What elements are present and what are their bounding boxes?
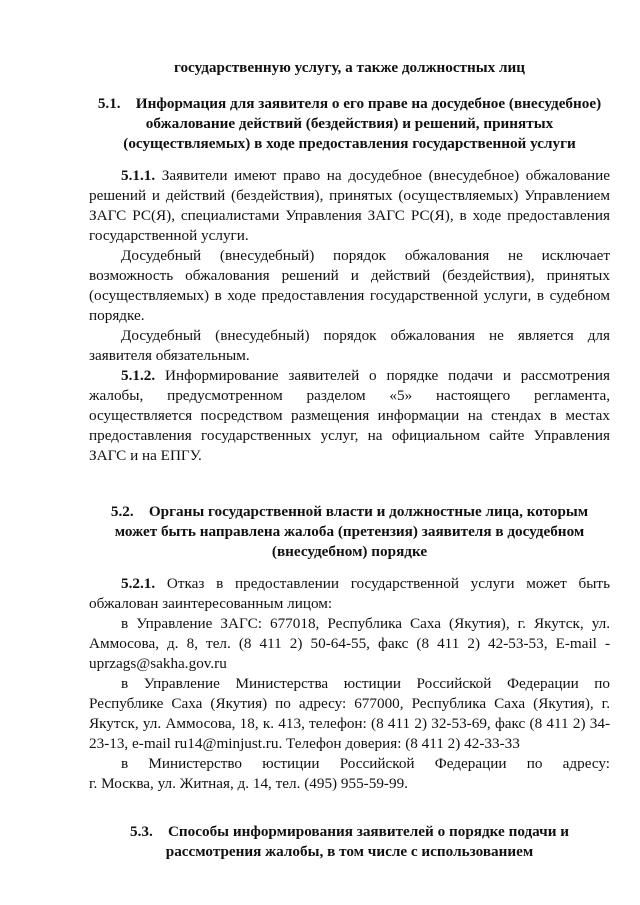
section-5-2-number: 5.2. — [110, 503, 134, 520]
paragraph-5-1-1 — [89, 166, 610, 246]
paragraph-5-1-1-second: Досудебный (внесудебный) порядок обжалования не исключает возможность обжалования решений и действий (бездействия), принятых (осуществляемых) в ходе предоставления государственной услуги, в судебном порядке. — [89, 247, 610, 324]
continued-heading-line: государственную услугу, а также должностных лиц — [173, 59, 526, 76]
paragraph-5-1-2-text: Информирование заявителей о порядке подачи и рассмотрения жалобы, предусмотренном разделом «5» настоящего регламента, осуществляется посредством размещения информации на стендах в местах предоставления государственных услуг, на официальном сайте Управления ЗАГС и на ЕПГУ. — [89, 367, 610, 464]
paragraph-5-2-1-number: 5.2.1. — [121, 575, 156, 592]
document-page — [89, 58, 610, 862]
section-5-3-heading — [89, 822, 610, 862]
section-5-1-heading — [89, 94, 610, 154]
address-minjust-yakutia: в Управление Министерства юстиции Российской Федерации по Республике Саха (Якутия) по адресу: 677000, Республика Саха (Якутия), г. Якутск, ул. Аммосова, 18, к. 413, телефон: (8 411 2) 32-53-69, факс (8 411 2) 34-23-13, e-mail ru14@minjust.ru. Телефон доверия: (8 411 2) 42-33-33 — [89, 675, 610, 752]
paragraph-5-1-1-third: Досудебный (внесудебный) порядок обжалования не является для заявителя обязательным. — [89, 327, 610, 364]
address-zags: в Управление ЗАГС: 677018, Республика Саха (Якутия), г. Якутск, ул. Аммосова, д. 8, тел. (8 411 2) 50-64-55, факс (8 411 2) 42-53-53, E-mail - uprzags@sakha.gov.ru — [89, 615, 610, 672]
paragraph-5-2-1-text: Отказ в предоставлении государственной услуги может быть обжалован заинтересованным лицом: — [89, 575, 610, 612]
section-5-2-title: Органы государственной власти и должностные лица, которым может быть направлена жалоба (претензия) заявителя в досудебном (внесудебном) порядке — [114, 503, 589, 560]
section-5-3-number: 5.3. — [129, 823, 153, 840]
paragraph-5-1-1-text: Заявители имеют право на досудебное (внесудебное) обжалование решений и действий (бездействия), принятых (осуществляемых) Управлением ЗАГС РС(Я), специалистами Управления ЗАГС РС(Я), в ходе предоставления государственной услуги. — [89, 167, 610, 244]
section-5-1-title: Информация для заявителя о его праве на досудебное (внесудебное) обжалование действий (бездействия) и решений, принятых (осуществляемых) в ходе предоставления государственной услуги — [123, 95, 602, 152]
address-minjust-rf-line1: в Министерство юстиции Российской Федерации по адресу: — [121, 755, 610, 772]
section-5-2-heading — [89, 502, 610, 562]
section-5-3-title: Способы информирования заявителей о порядке подачи и рассмотрения жалобы, в том числе с использованием — [165, 823, 570, 860]
section-5-1-number: 5.1. — [97, 95, 121, 112]
paragraph-5-1-2-number: 5.1.2. — [121, 367, 156, 384]
paragraph-5-1-2 — [89, 366, 610, 466]
paragraph-5-1-1-number: 5.1.1. — [121, 167, 156, 184]
address-minjust-rf-line2: г. Москва, ул. Житная, д. 14, тел. (495) 955-59-99. — [89, 775, 408, 792]
paragraph-5-2-1 — [89, 574, 610, 614]
